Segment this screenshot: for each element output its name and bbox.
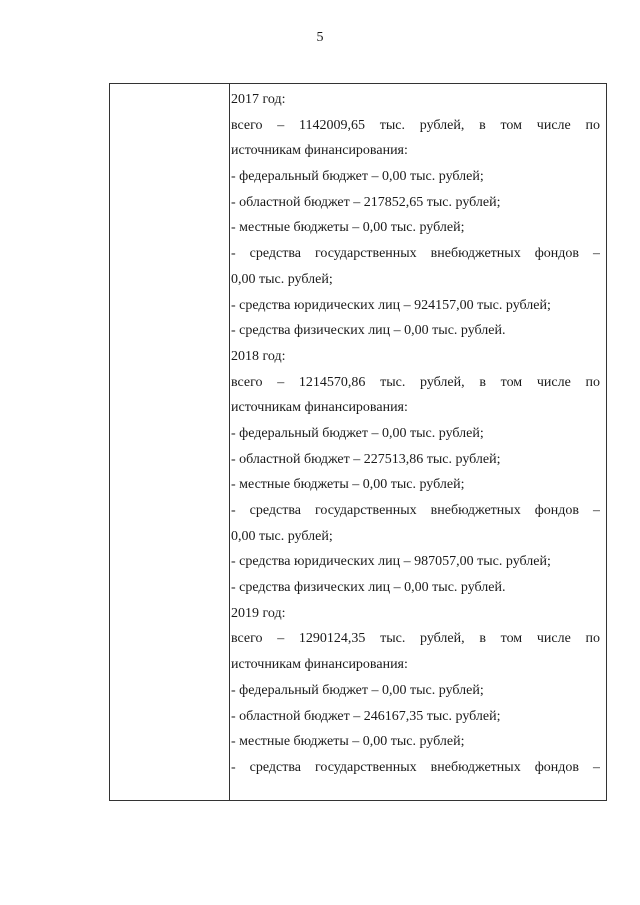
total-continuation: источникам финансирования:: [231, 143, 408, 159]
state-funds-continuation: 0,00 тыс. рублей;: [231, 528, 333, 544]
total-continuation: источникам финансирования:: [231, 657, 408, 673]
year-heading: 2018 год:: [231, 348, 286, 364]
state-funds-line: - средства государственных внебюджетных фондов –: [231, 503, 600, 518]
total-continuation: источникам финансирования:: [231, 400, 408, 416]
state-funds-line: - средства государственных внебюджетных фондов –: [231, 759, 600, 775]
regional-budget-line: - областной бюджет – 227513,86 тыс. рублей;: [231, 451, 501, 467]
legal-entities-line: - средства юридических лиц – 924157,00 тыс. рублей;: [231, 297, 551, 313]
local-budgets-line: - местные бюджеты – 0,00 тыс. рублей;: [231, 220, 465, 236]
local-budgets-line: - местные бюджеты – 0,00 тыс. рублей;: [231, 734, 465, 750]
year-heading: 2019 год:: [231, 605, 286, 621]
local-budgets-line: - местные бюджеты – 0,00 тыс. рублей;: [231, 477, 465, 493]
funding-table: [109, 83, 607, 801]
total-line: всего – 1214570,86 тыс. рублей, в том числе по: [231, 374, 600, 390]
state-funds-line: - средства государственных внебюджетных фондов –: [231, 246, 600, 262]
funding-description: [231, 87, 600, 781]
state-funds-continuation: 0,00 тыс. рублей;: [231, 271, 333, 287]
year-heading: 2017 год:: [231, 92, 286, 107]
individuals-line: - средства физических лиц – 0,00 тыс. рублей.: [231, 323, 506, 339]
total-line: всего – 1290124,35 тыс. рублей, в том числе по: [231, 631, 600, 647]
individuals-line: - средства физических лиц – 0,00 тыс. рублей.: [231, 580, 506, 596]
column-divider: [229, 84, 230, 800]
federal-budget-line: - федеральный бюджет – 0,00 тыс. рублей;: [231, 169, 484, 185]
page-number: 5: [316, 30, 324, 45]
regional-budget-line: - областной бюджет – 246167,35 тыс. рублей;: [231, 708, 501, 724]
federal-budget-line: - федеральный бюджет – 0,00 тыс. рублей;: [231, 425, 484, 441]
regional-budget-line: - областной бюджет – 217852,65 тыс. рублей;: [231, 194, 501, 210]
total-line: всего – 1142009,65 тыс. рублей, в том числе по: [231, 117, 600, 133]
federal-budget-line: - федеральный бюджет – 0,00 тыс. рублей;: [231, 682, 484, 698]
legal-entities-line: - средства юридических лиц – 987057,00 тыс. рублей;: [231, 554, 551, 570]
